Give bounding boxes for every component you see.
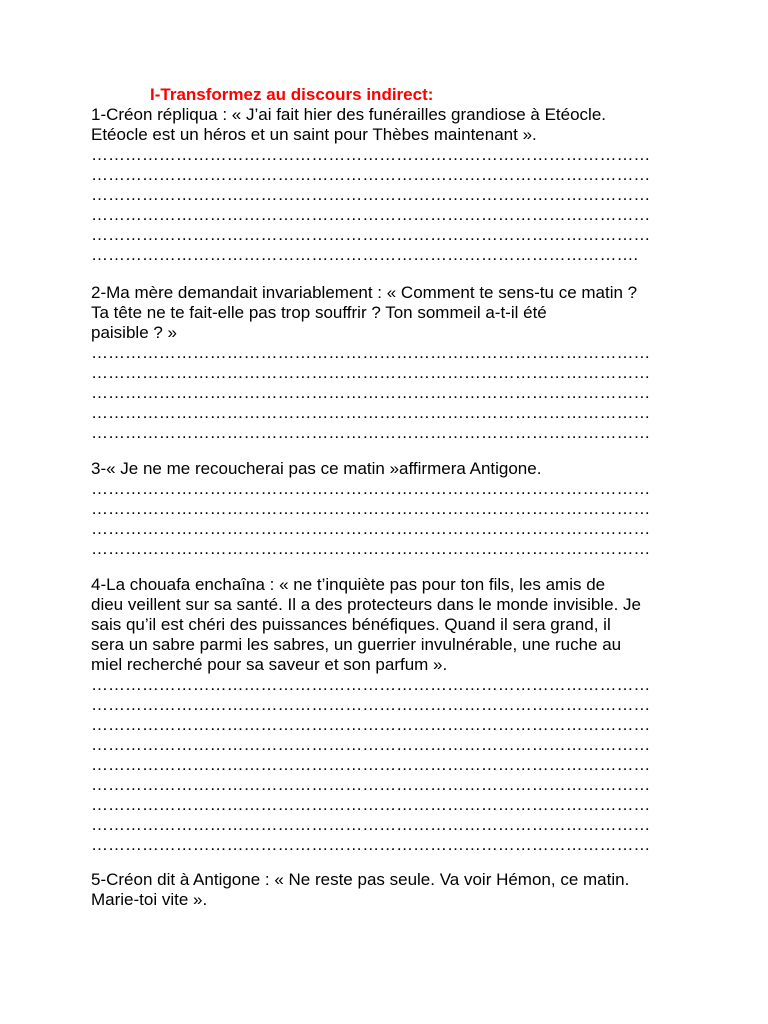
answer-line: ……………………………………………………………………………………… bbox=[91, 205, 651, 224]
answer-line: ……………………………………………………………………………………… bbox=[91, 735, 651, 754]
answer-line: ……………………………………………………………………………………… bbox=[91, 695, 651, 714]
answer-line: ……………………………………………………………………………………… bbox=[91, 363, 651, 382]
answer-line: ……………………………………………………………………………………… bbox=[91, 499, 651, 518]
exercise-4-answer-lines bbox=[91, 675, 691, 855]
answer-line: ……………………………………………………………………………………. bbox=[91, 245, 639, 264]
statement-line: 4-La chouafa enchaîna : « ne t’inquiète pas pour ton fils, les amis de bbox=[91, 575, 606, 594]
exercise-3-answer-lines bbox=[91, 479, 691, 559]
answer-line: ……………………………………………………………………………………… bbox=[91, 675, 651, 694]
answer-line: ……………………………………………………………………………………… bbox=[91, 755, 651, 774]
statement-line: sera un sabre parmi les sabres, un guerrier invulnérable, une ruche au bbox=[91, 635, 622, 654]
exercise-5-statement bbox=[91, 870, 691, 910]
statement-line: 1-Créon répliqua : « J’ai fait hier des funérailles grandiose à Etéocle. bbox=[91, 105, 607, 124]
answer-line: ……………………………………………………………………………………… bbox=[91, 715, 651, 734]
answer-line: ……………………………………………………………………………………… bbox=[91, 815, 651, 834]
exercise-4-statement bbox=[91, 575, 691, 675]
answer-line: ……………………………………………………………………………………… bbox=[91, 185, 651, 204]
exercise-2 bbox=[91, 283, 691, 443]
answer-line: ……………………………………………………………………………………… bbox=[91, 835, 651, 854]
exercise-1-statement bbox=[91, 105, 691, 145]
statement-line: 2-Ma mère demandait invariablement : « Comment te sens-tu ce matin ? bbox=[91, 283, 638, 302]
exercise-4 bbox=[91, 575, 691, 855]
exercise-3-statement bbox=[91, 459, 691, 479]
statement-line: Ta tête ne te fait-elle pas trop souffrir ? Ton sommeil a-t-il été bbox=[91, 303, 547, 322]
statement-line: 3-« Je ne me recoucherai pas ce matin »affirmera Antigone. bbox=[91, 459, 542, 478]
answer-line: ……………………………………………………………………………………… bbox=[91, 383, 651, 402]
answer-line: ……………………………………………………………………………………… bbox=[91, 403, 651, 422]
statement-line: paisible ? » bbox=[91, 323, 178, 342]
statement-line: dieu veillent sur sa santé. Il a des protecteurs dans le monde invisible. Je bbox=[91, 595, 641, 614]
answer-line: ……………………………………………………………………………………… bbox=[91, 775, 651, 794]
answer-line: ……………………………………………………………………………………… bbox=[91, 145, 651, 164]
answer-line: ……………………………………………………………………………………… bbox=[91, 519, 651, 538]
exercise-title: I-Transformez au discours indirect: bbox=[150, 85, 434, 104]
statement-line: 5-Créon dit à Antigone : « Ne reste pas seule. Va voir Hémon, ce matin. bbox=[91, 870, 630, 889]
exercise-1 bbox=[91, 105, 691, 265]
answer-line: ……………………………………………………………………………………… bbox=[91, 479, 651, 498]
exercise-2-statement bbox=[91, 283, 691, 343]
statement-line: sais qu’il est chéri des puissances bénéfiques. Quand il sera grand, il bbox=[91, 615, 611, 634]
answer-line: ……………………………………………………………………………………… bbox=[91, 225, 651, 244]
answer-line: ……………………………………………………………………………………… bbox=[91, 539, 651, 558]
exercise-2-answer-lines bbox=[91, 343, 691, 443]
answer-line: ……………………………………………………………………………………… bbox=[91, 343, 651, 362]
statement-line: Marie-toi vite ». bbox=[91, 890, 208, 909]
answer-line: ……………………………………………………………………………………… bbox=[91, 795, 651, 814]
exercise-3 bbox=[91, 459, 691, 559]
answer-line: ……………………………………………………………………………………… bbox=[91, 423, 651, 442]
statement-line: Etéocle est un héros et un saint pour Thèbes maintenant ». bbox=[91, 125, 537, 144]
statement-line: miel recherché pour sa saveur et son parfum ». bbox=[91, 655, 448, 674]
exercise-1-answer-lines bbox=[91, 145, 691, 265]
exercise-5 bbox=[91, 870, 691, 910]
answer-line: ……………………………………………………………………………………… bbox=[91, 165, 651, 184]
